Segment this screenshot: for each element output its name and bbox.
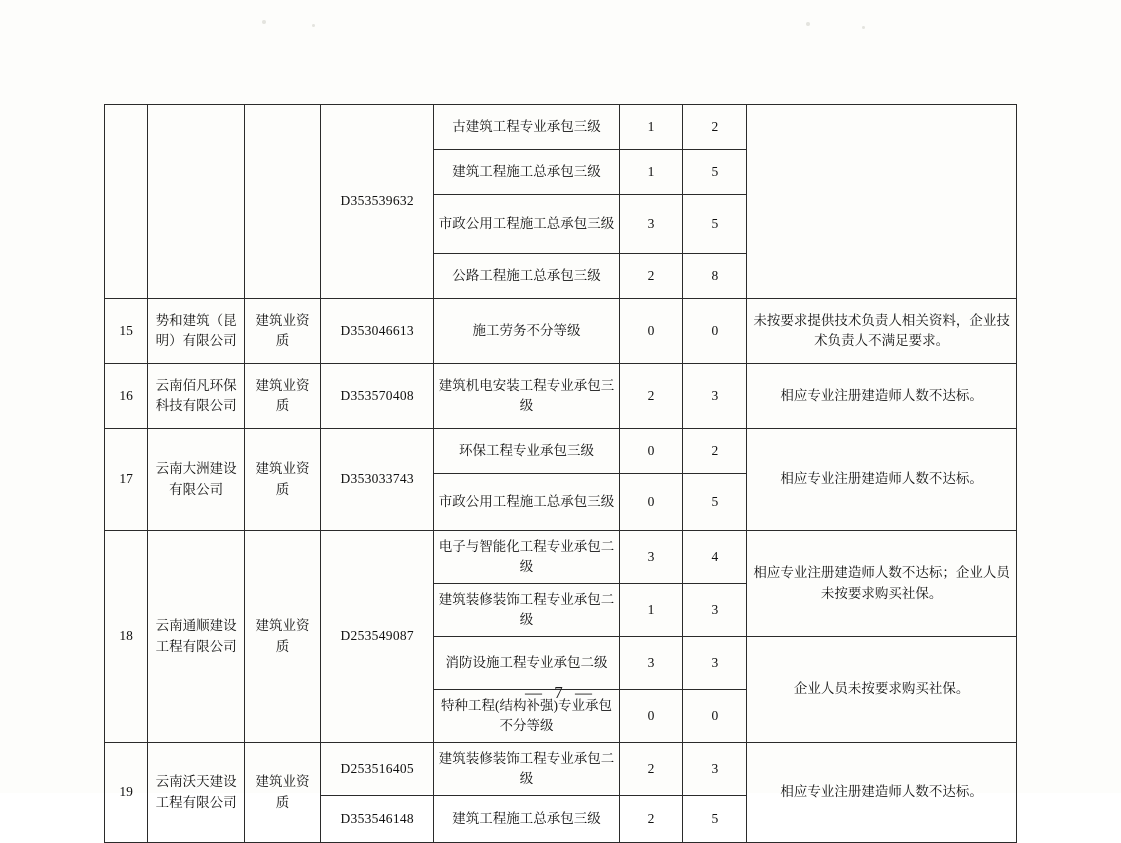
row-num2: 5 [683,195,747,254]
row-num1: 2 [619,743,683,796]
scan-speck [262,20,266,24]
row-qualification: 特种工程(结构补强)专业承包不分等级 [434,690,619,743]
row-num1: 3 [619,195,683,254]
row-qualification: 公路工程施工总承包三级 [434,254,619,299]
row-num1: 2 [619,364,683,429]
row-index: 17 [105,429,148,531]
row-index: 19 [105,743,148,843]
row-num2: 4 [683,531,747,584]
row-num2: 2 [683,105,747,150]
row-num1: 1 [619,105,683,150]
row-num2: 3 [683,364,747,429]
row-num1: 0 [619,299,683,364]
row-code: D353546148 [321,796,434,843]
row-index: 16 [105,364,148,429]
row-num1: 1 [619,150,683,195]
row-num2: 2 [683,429,747,474]
row-company: 云南佰凡环保科技有限公司 [148,364,245,429]
table-row [105,743,1017,796]
row-type: 建筑业资质 [244,364,320,429]
row-index: 15 [105,299,148,364]
table-row [105,531,1017,584]
row-num1: 0 [619,429,683,474]
row-remark: 未按要求提供技术负责人相关资料，企业技术负责人不满足要求。 [747,299,1017,364]
row-qualification: 建筑工程施工总承包三级 [434,150,619,195]
row-num2: 0 [683,690,747,743]
row-type: 建筑业资质 [244,531,320,743]
row-num2: 5 [683,796,747,843]
row-num2: 5 [683,474,747,531]
row-remark [747,105,1017,299]
row-company: 云南通顺建设工程有限公司 [148,531,245,743]
row-qualification: 环保工程专业承包三级 [434,429,619,474]
row-qualification: 市政公用工程施工总承包三级 [434,474,619,531]
row-qualification: 建筑工程施工总承包三级 [434,796,619,843]
scan-speck [312,24,315,27]
table-row [105,364,1017,429]
row-qualification: 建筑装修装饰工程专业承包二级 [434,743,619,796]
row-company: 云南沃天建设工程有限公司 [148,743,245,843]
row-qualification: 消防设施工程专业承包二级 [434,637,619,690]
row-num1: 0 [619,690,683,743]
page-number: — 7 — [525,683,596,702]
row-type: 建筑业资质 [244,743,320,843]
row-code: D353046613 [321,299,434,364]
row-qualification: 电子与智能化工程专业承包二级 [434,531,619,584]
row-num1: 2 [619,254,683,299]
row-qualification: 建筑装修装饰工程专业承包二级 [434,584,619,637]
row-num2: 0 [683,299,747,364]
row-company: 云南大洲建设有限公司 [148,429,245,531]
row-num1: 3 [619,637,683,690]
row-qualification: 施工劳务不分等级 [434,299,619,364]
row-code: D253516405 [321,743,434,796]
row-num1: 1 [619,584,683,637]
row-num1: 2 [619,796,683,843]
row-num2: 3 [683,584,747,637]
qualification-table [104,104,1017,843]
row-index [105,105,148,299]
table-row [105,429,1017,474]
row-qualification: 古建筑工程专业承包三级 [434,105,619,150]
table-row [105,299,1017,364]
row-num1: 3 [619,531,683,584]
table-row [105,105,1017,150]
row-remark: 相应专业注册建造师人数不达标。 [747,429,1017,531]
row-remark: 相应专业注册建造师人数不达标。 [747,364,1017,429]
row-num2: 5 [683,150,747,195]
row-num2: 3 [683,743,747,796]
row-remark: 相应专业注册建造师人数不达标；企业人员未按要求购买社保。 [747,531,1017,637]
row-type: 建筑业资质 [244,429,320,531]
row-company: 势和建筑（昆明）有限公司 [148,299,245,364]
row-num2: 3 [683,637,747,690]
row-company [148,105,245,299]
row-qualification: 市政公用工程施工总承包三级 [434,195,619,254]
scan-speck [862,26,865,29]
row-remark: 相应专业注册建造师人数不达标。 [747,743,1017,843]
row-qualification: 建筑机电安装工程专业承包三级 [434,364,619,429]
row-code: D253549087 [321,531,434,743]
row-code: D353539632 [321,105,434,299]
row-type [244,105,320,299]
scan-speck [806,22,810,26]
row-num2: 8 [683,254,747,299]
row-remark: 企业人员未按要求购买社保。 [747,637,1017,743]
row-index: 18 [105,531,148,743]
row-type: 建筑业资质 [244,299,320,364]
row-code: D353033743 [321,429,434,531]
row-code: D353570408 [321,364,434,429]
row-num1: 0 [619,474,683,531]
